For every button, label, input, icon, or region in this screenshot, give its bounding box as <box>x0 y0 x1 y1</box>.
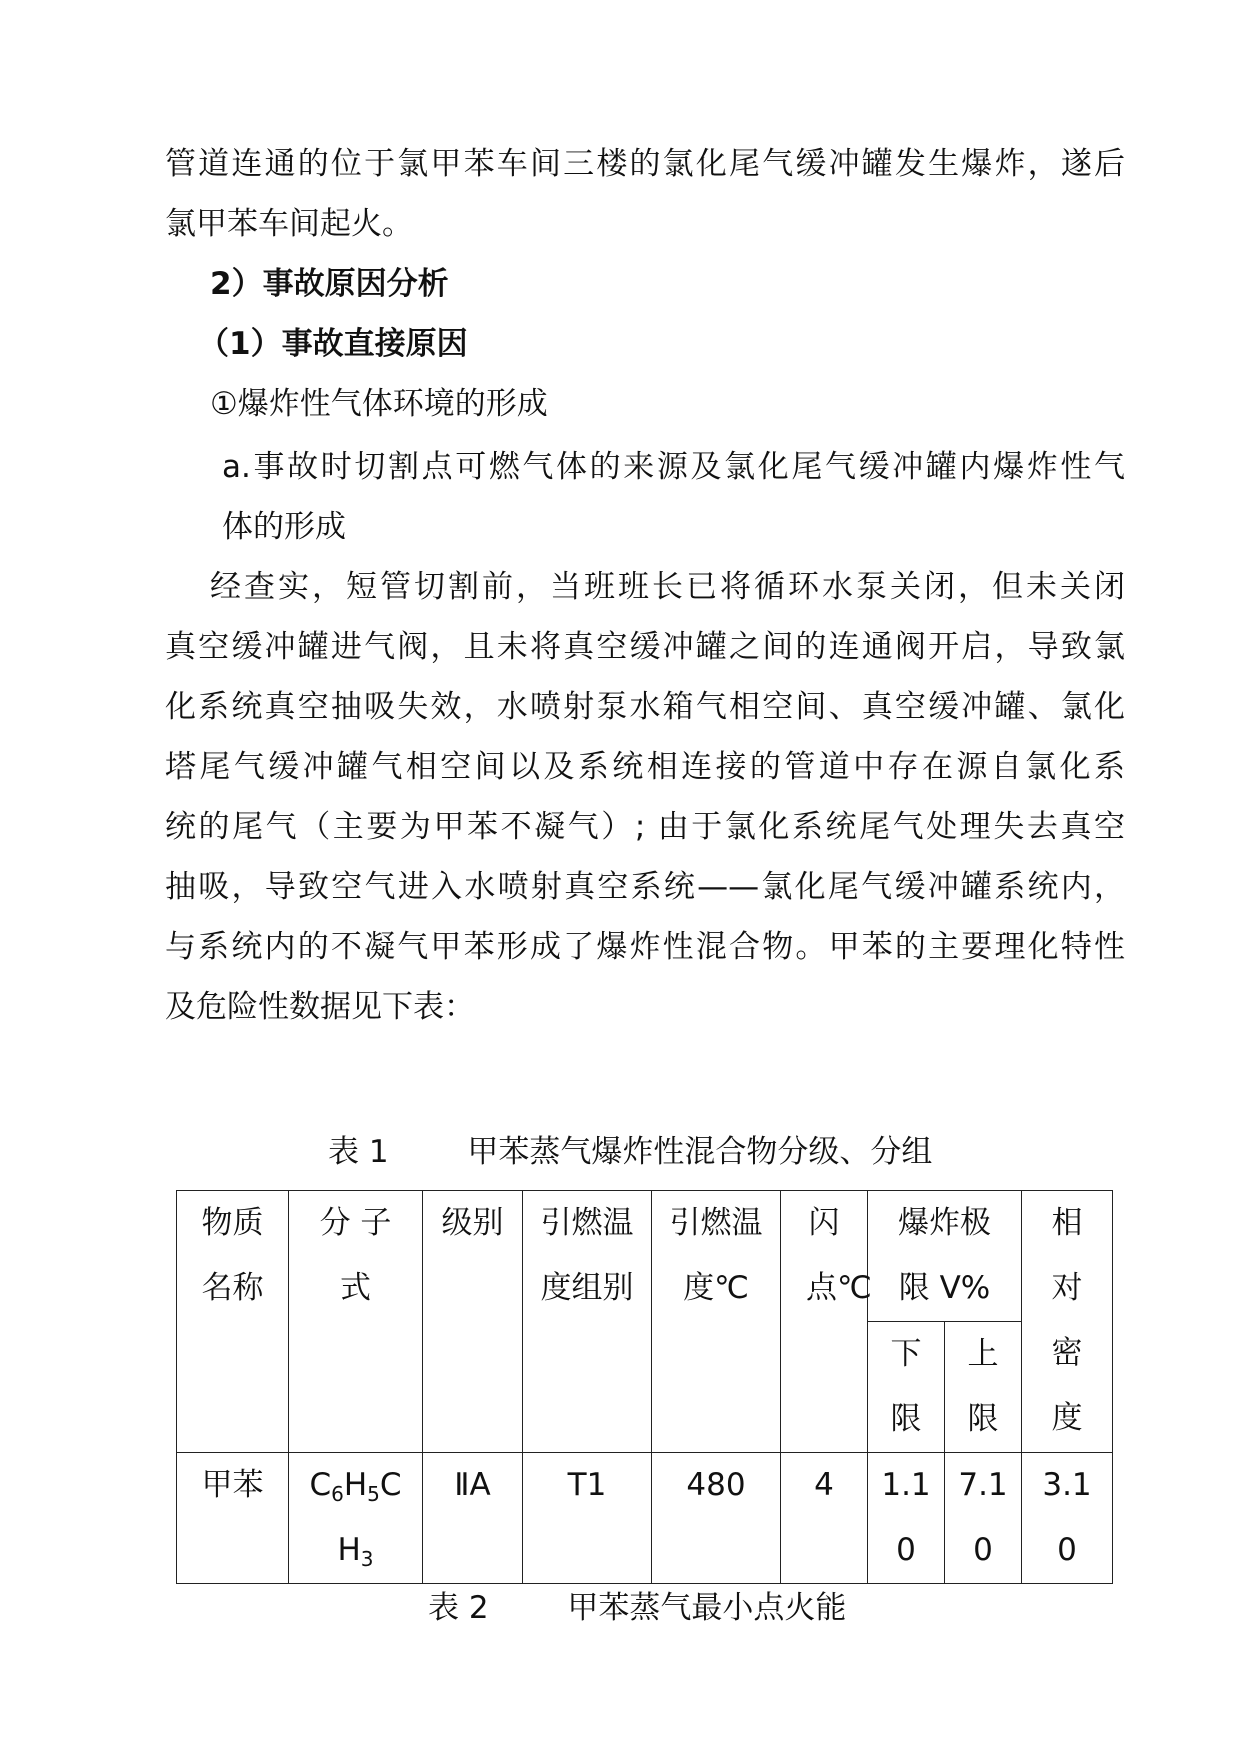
header-formula: 分 子式 <box>289 1191 423 1453</box>
header-flash-point: 闪点℃ <box>781 1191 868 1453</box>
paragraph-line: 氯甲苯车间起火。 <box>165 206 413 242</box>
subsection-heading: （1）事故直接原因 <box>198 326 468 362</box>
body-line: 经查实，短管切割前，当班班长已将循环水泵关闭，但未关闭 <box>210 569 1125 605</box>
cell-lower-limit: 1.10 <box>868 1453 945 1584</box>
body-line: 化系统真空抽吸失效，水喷射泵水箱气相空间、真空缓冲罐、氯化 <box>165 689 1125 725</box>
cell-class: ⅡA <box>423 1453 523 1584</box>
body-line: 与系统内的不凝气甲苯形成了爆炸性混合物。甲苯的主要理化特性 <box>165 929 1125 965</box>
cell-ignition-group: T1 <box>523 1453 652 1584</box>
header-ignition-temp: 引燃温度℃ <box>652 1191 781 1453</box>
header-explosion-limit: 爆炸极限 V% <box>868 1191 1022 1322</box>
header-class: 级别 <box>423 1191 523 1453</box>
table1-caption: 表 1 甲苯蒸气爆炸性混合物分级、分组 <box>328 1134 933 1170</box>
header-upper-limit: 上限 <box>945 1322 1022 1453</box>
body-line: 真空缓冲罐进气阀，且未将真空缓冲罐之间的连通阀开启，导致氯 <box>165 629 1125 665</box>
header-ignition-group: 引燃温度组别 <box>523 1191 652 1453</box>
cell-density: 3.10 <box>1022 1453 1113 1584</box>
header-density: 相对密度 <box>1022 1191 1113 1453</box>
cell-name: 甲苯 <box>177 1453 289 1584</box>
header-name: 物质名称 <box>177 1191 289 1453</box>
section-heading: 2）事故原因分析 <box>210 266 449 302</box>
cell-formula: $C_6H_5CH_3$ <box>289 1453 423 1584</box>
cell-ignition-temp: 480 <box>652 1453 781 1584</box>
body-line: 塔尾气缓冲罐气相空间以及系统相连接的管道中存在源自氯化系 <box>165 749 1125 785</box>
header-lower-limit: 下限 <box>868 1322 945 1453</box>
sub-item-line: 体的形成 <box>222 509 346 545</box>
cell-upper-limit: 7.10 <box>945 1453 1022 1584</box>
list-item: ①爆炸性气体环境的形成 <box>210 386 548 422</box>
paragraph-line: 管道连通的位于氯甲苯车间三楼的氯化尾气缓冲罐发生爆炸，遂后 <box>165 146 1125 182</box>
table1 <box>176 1190 1113 1584</box>
cell-flash-point: 4 <box>781 1453 868 1584</box>
sub-item-line: a.事故时切割点可燃气体的来源及氯化尾气缓冲罐内爆炸性气 <box>222 449 1125 485</box>
body-line: 统的尾气（主要为甲苯不凝气）; 由于氯化系统尾气处理失去真空 <box>165 809 1125 845</box>
body-line: 抽吸，导致空气进入水喷射真空系统——氯化尾气缓冲罐系统内， <box>165 869 1125 905</box>
table2-caption: 表 2 甲苯蒸气最小点火能 <box>428 1590 847 1626</box>
body-line: 及危险性数据见下表： <box>165 989 475 1025</box>
